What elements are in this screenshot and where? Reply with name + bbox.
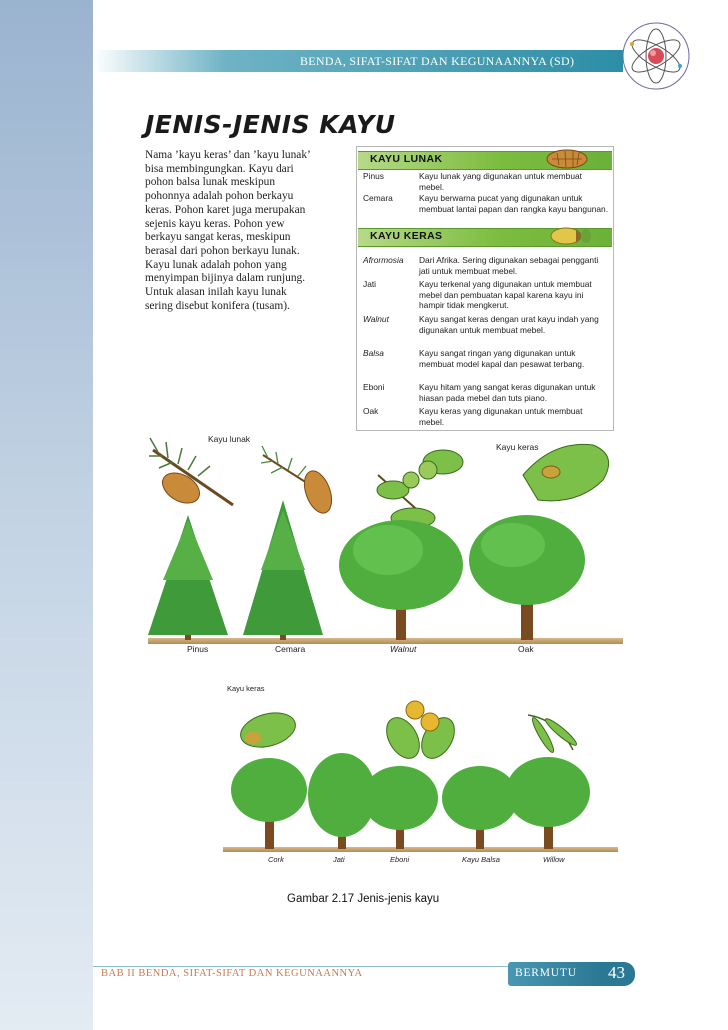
label-kayu-keras-bottom: Kayu keras bbox=[227, 684, 265, 693]
label-kayu-keras: Kayu keras bbox=[496, 442, 539, 452]
tree-label: Willow bbox=[543, 855, 565, 864]
intro-line: Nama ’kayu keras’ dan ’kayu lunak’ bbox=[145, 149, 311, 161]
walnut-branch-icon bbox=[377, 450, 463, 528]
intro-line: pohon balsa lunak meskipun bbox=[145, 176, 276, 189]
hard-wood-header-label: KAYU KERAS bbox=[370, 230, 443, 242]
pine-cone-icon bbox=[544, 147, 590, 171]
eboni-fruit-icon bbox=[380, 701, 461, 764]
intro-line: pohonnya adalah pohon berkayu bbox=[145, 190, 294, 203]
wood-name: Eboni bbox=[363, 382, 385, 392]
wood-name: Balsa bbox=[363, 348, 384, 358]
oak-leaf-icon bbox=[523, 444, 609, 500]
tree-label: Jati bbox=[333, 855, 345, 864]
acorn-icon bbox=[548, 225, 592, 247]
wood-desc: Kayu sangat ringan yang digunakan untuk membuat model kapal dan pesawat terbang. bbox=[419, 348, 585, 369]
wood-name: Cemara bbox=[363, 193, 393, 203]
trees-illustration bbox=[93, 420, 628, 875]
tree-label: Cork bbox=[268, 855, 284, 864]
ground-strip bbox=[223, 847, 618, 852]
cork-tree bbox=[231, 758, 307, 849]
intro-line: Untuk alasan inilah kayu lunak bbox=[145, 286, 287, 299]
intro-line: sering disebut konifera (tusam). bbox=[145, 299, 290, 312]
walnut-tree bbox=[339, 520, 463, 640]
footer-brand-tab bbox=[508, 962, 601, 986]
wood-desc: Kayu keras yang digunakan untuk membuat mebel. bbox=[419, 406, 583, 427]
header-title: BENDA, SIFAT-SIFAT DAN KEGUNAANNYA (SD) bbox=[300, 54, 575, 68]
ground-strip bbox=[148, 638, 623, 644]
intro-line: berkayu sangat keras, meskipun bbox=[145, 231, 291, 244]
tree-label: Kayu Balsa bbox=[462, 855, 500, 864]
tree-label: Walnut bbox=[390, 644, 417, 654]
soft-wood-header bbox=[358, 151, 612, 170]
intro-line: Kayu lunak adalah pohon yang bbox=[145, 258, 287, 271]
wood-desc: Kayu hitam yang sangat keras digunakan untuk hiasan pada mebel dan tuts piano. bbox=[419, 382, 596, 403]
hard-wood-header bbox=[358, 228, 612, 247]
wood-name: Afrormosia bbox=[363, 255, 404, 265]
tree-label: Cemara bbox=[275, 644, 306, 654]
pine-branch-icon bbox=[149, 438, 233, 509]
intro-line: bisa membingungkan. Kayu dari bbox=[145, 162, 294, 175]
cork-leaf-icon bbox=[237, 707, 299, 752]
wood-desc: Kayu terkenal yang digunakan untuk membuat mebel dan pembuatan kapal karena kayu ini hampir tidak mengkerut. bbox=[419, 279, 592, 310]
figure-caption: Gambar 2.17 Jenis-jenis kayu bbox=[287, 893, 440, 905]
intro-paragraph bbox=[145, 149, 350, 313]
willow-tree bbox=[506, 757, 590, 849]
footer-brand: BERMUTU bbox=[515, 967, 577, 979]
soft-wood-header-label: KAYU LUNAK bbox=[370, 153, 443, 165]
fir-branch-icon bbox=[261, 446, 337, 517]
wood-name: Walnut bbox=[363, 314, 389, 324]
left-sidebar-band bbox=[0, 0, 93, 1030]
pinus-tree bbox=[148, 515, 228, 640]
oak-tree bbox=[469, 515, 585, 640]
wood-name: Oak bbox=[363, 406, 379, 416]
tree-label: Eboni bbox=[390, 855, 410, 864]
wood-name: Jati bbox=[363, 279, 377, 289]
wood-name: Pinus bbox=[363, 171, 384, 181]
footer-chapter: BAB II BENDA, SIFAT-SIFAT DAN KEGUNAANNYA bbox=[101, 968, 363, 979]
intro-line: berasal dari pohon berkayu lunak. bbox=[145, 244, 300, 257]
page-number: 43 bbox=[608, 963, 625, 982]
section-title: JENIS-JENIS KAYU bbox=[145, 110, 396, 139]
wood-types-table bbox=[356, 146, 614, 431]
intro-line: keras. Pohon karet juga merupakan bbox=[145, 203, 306, 216]
tree-label: Pinus bbox=[187, 644, 209, 654]
balsa-tree bbox=[442, 766, 518, 849]
eboni-tree bbox=[362, 766, 438, 849]
tree-label: Oak bbox=[518, 644, 534, 654]
label-kayu-lunak: Kayu lunak bbox=[208, 434, 251, 444]
intro-line: sejenis kayu keras. Pohon yew bbox=[145, 217, 285, 230]
wood-desc: Kayu sangat keras dengan urat kayu indah yang digunakan untuk membuat mebel. bbox=[419, 314, 599, 335]
wood-desc: Dari Afrika. Sering digunakan sebagai pengganti jati untuk membuat mebel. bbox=[419, 255, 599, 276]
wood-desc: Kayu lunak yang digunakan untuk membuat mebel. bbox=[419, 171, 582, 192]
willow-leaf-icon bbox=[528, 715, 579, 754]
page-number-tab bbox=[601, 962, 635, 986]
cemara-tree bbox=[243, 500, 323, 640]
wood-desc: Kayu berwarna pucat yang digunakan untuk membuat lantai papan dan rangka kayu bangunan. bbox=[419, 193, 609, 214]
intro-line: menyimpan bijinya dalam runjung. bbox=[145, 272, 306, 285]
atom-logo-icon bbox=[620, 20, 692, 92]
